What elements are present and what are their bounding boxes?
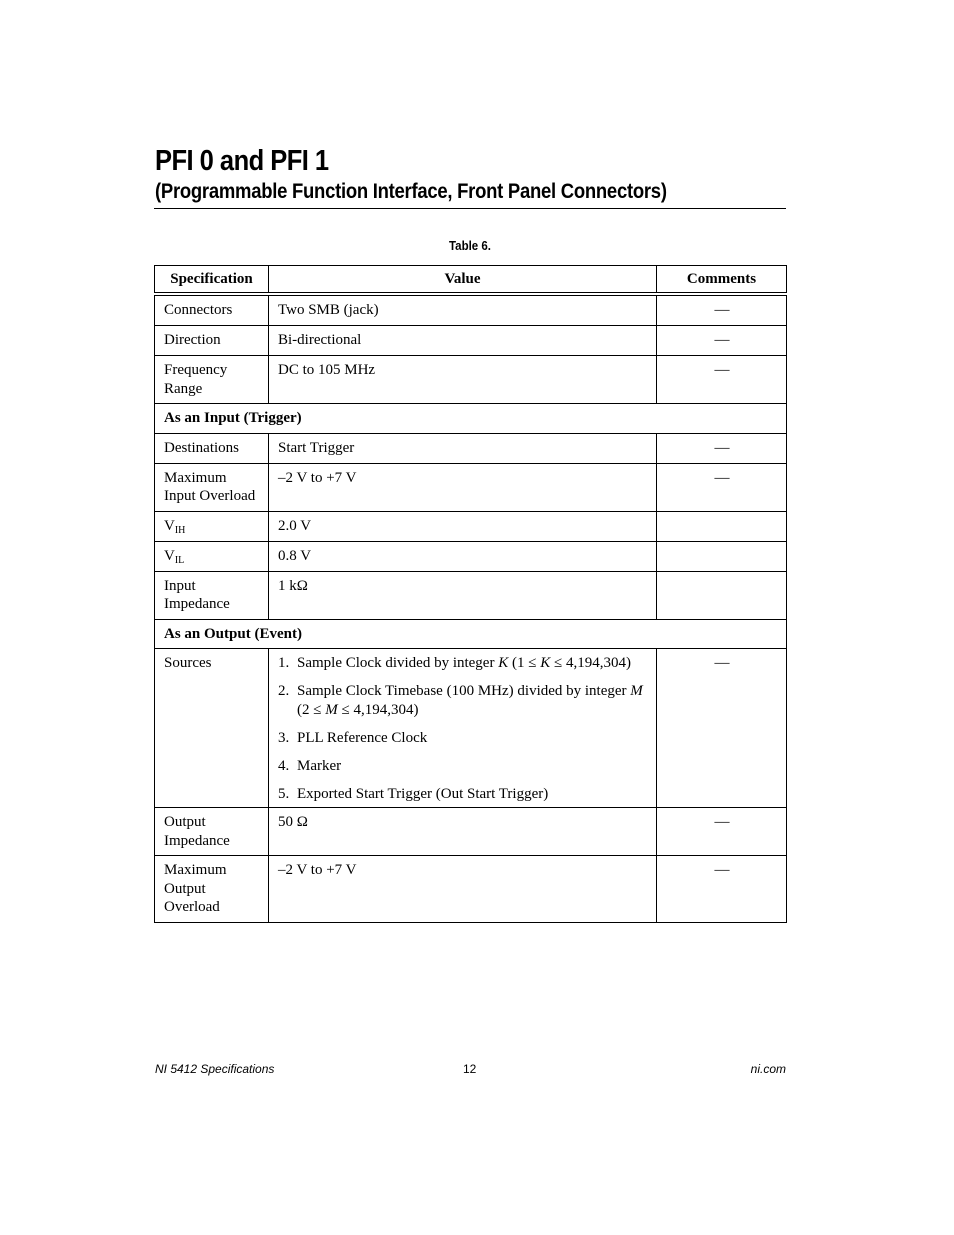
list-number: 2. — [278, 683, 290, 699]
list-text: PLL Reference Clock — [297, 729, 428, 746]
section-heading: As an Output (Event) — [155, 619, 787, 649]
value-cell: Bi-directional — [269, 326, 657, 356]
spec-cell: Destinations — [155, 433, 269, 463]
list-item — [278, 729, 648, 748]
table-row — [155, 356, 787, 404]
comments-cell: — — [657, 356, 787, 404]
value-cell: 1 kΩ — [269, 571, 657, 619]
list-text: Exported Start Trigger (Out Start Trigger) — [297, 785, 549, 802]
footer-document-title: NI 5412 Specifications — [155, 1062, 275, 1076]
list-item: 1. Sample Clock divided by integer K (1 ≤ K ≤ 4,194,304) — [278, 655, 631, 671]
section-row-input — [155, 404, 787, 434]
sources-list — [278, 654, 648, 803]
value-cell: Two SMB (jack) — [269, 294, 657, 326]
comments-cell: — — [657, 649, 787, 808]
list-text: Marker — [297, 757, 342, 774]
spec-cell: Sources — [155, 649, 269, 808]
spec-cell: Frequency Range — [155, 356, 269, 404]
spec-cell: Maximum Input Overload — [155, 463, 269, 511]
comments-cell — [657, 571, 787, 619]
comments-cell: — — [657, 326, 787, 356]
spec-cell: Input Impedance — [155, 571, 269, 619]
value-cell: Start Trigger — [269, 433, 657, 463]
spec-cell — [155, 541, 269, 571]
table-row — [155, 511, 787, 541]
footer-page-number: 12 — [463, 1062, 477, 1076]
table-row — [155, 326, 787, 356]
spec-cell: Output Impedance — [155, 808, 269, 856]
section-heading: As an Input (Trigger) — [155, 404, 787, 434]
table-row-sources — [155, 649, 787, 808]
list-item — [278, 785, 648, 804]
value-cell: 50 Ω — [269, 808, 657, 856]
header-comments: Comments — [657, 266, 787, 295]
spec-cell: Maximum Output Overload — [155, 856, 269, 923]
list-item — [278, 757, 648, 776]
table-row — [155, 294, 787, 326]
section-row-output — [155, 619, 787, 649]
list-item: 2. Sample Clock Timebase (100 MHz) divided by integer M (2 ≤ M ≤ 4,194,304) — [278, 683, 643, 718]
comments-cell — [657, 541, 787, 571]
footer-website: ni.com — [750, 1062, 786, 1076]
value-cell — [269, 649, 657, 808]
value-cell: 2.0 V — [269, 511, 657, 541]
header-value: Value — [269, 266, 657, 295]
spec-cell — [155, 511, 269, 541]
spec-symbol: V — [164, 547, 175, 564]
comments-cell: — — [657, 808, 787, 856]
value-cell: –2 V to +7 V — [269, 463, 657, 511]
spec-cell: Direction — [155, 326, 269, 356]
value-cell: DC to 105 MHz — [269, 356, 657, 404]
value-cell: –2 V to +7 V — [269, 856, 657, 923]
comments-cell — [657, 511, 787, 541]
table-row — [155, 808, 787, 856]
spec-subscript: IL — [174, 554, 185, 566]
list-number: 5. — [278, 785, 290, 802]
comments-cell: — — [657, 463, 787, 511]
table-header-row — [155, 266, 787, 295]
header-specification: Specification — [155, 266, 269, 295]
table-row — [155, 433, 787, 463]
table-caption: Table 6. — [449, 239, 491, 253]
comments-cell: — — [657, 856, 787, 923]
table-row — [155, 463, 787, 511]
page-title: PFI 0 and PFI 1 — [155, 145, 329, 177]
comments-cell: — — [657, 294, 787, 326]
spec-symbol: V — [164, 517, 175, 534]
list-number: 4. — [278, 757, 290, 774]
comments-cell: — — [657, 433, 787, 463]
title-divider — [154, 208, 786, 209]
specifications-table — [154, 265, 787, 923]
list-number: 3. — [278, 729, 290, 746]
table-row — [155, 571, 787, 619]
spec-cell: Connectors — [155, 294, 269, 326]
list-number: 1. — [278, 655, 290, 671]
value-cell: 0.8 V — [269, 541, 657, 571]
table-row — [155, 541, 787, 571]
spec-subscript: IH — [174, 524, 186, 536]
table-row — [155, 856, 787, 923]
page-subtitle: (Programmable Function Interface, Front Panel Connectors) — [155, 180, 667, 203]
